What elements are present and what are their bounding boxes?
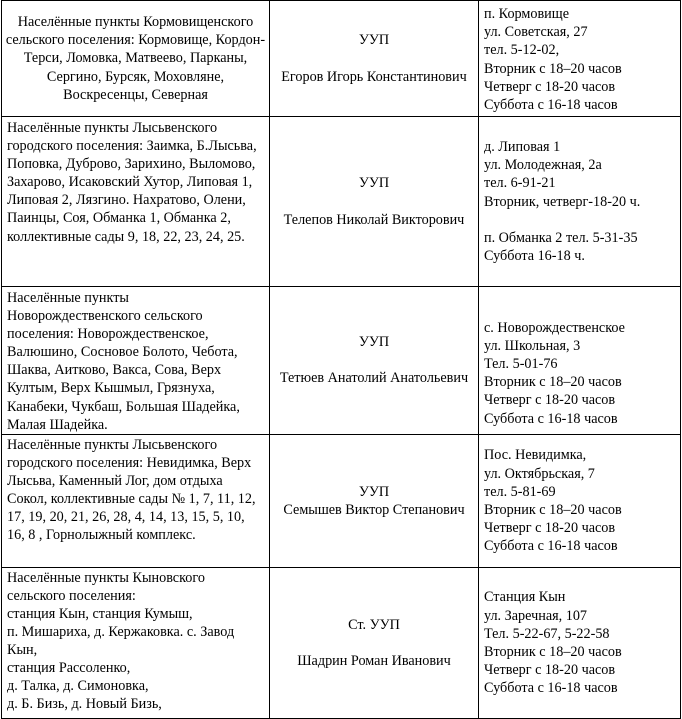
contact-line: тел. 6-91-21: [484, 175, 556, 192]
contact-line: Вторник с 18–20 часов: [484, 643, 622, 660]
contact-line: ул. Молодежная, 2а: [484, 157, 602, 174]
settlements-line: д. Талка, д. Симоновка,: [7, 678, 149, 695]
officers-table: [1, 0, 681, 719]
table-row: [2, 567, 681, 718]
officer-name: Шадрин Роман Иванович: [297, 652, 451, 669]
contact-line: Станция Кын: [484, 589, 566, 606]
contact-line: с. Новорождественское: [484, 320, 625, 337]
table-row: [2, 434, 681, 567]
officer-cell: [270, 434, 479, 567]
contact-line: п. Обманка 2 тел. 5-31-35: [484, 229, 638, 246]
contact-line: Суббота с 16-18 часов: [484, 410, 618, 427]
contact-cell: [479, 434, 681, 567]
contact-line: ул. Советская, 27: [484, 24, 588, 41]
contact-line: ул. Школьная, 3: [484, 338, 581, 355]
officer-role: УУП: [358, 32, 390, 49]
contact-line: Суббота с 16-18 часов: [484, 537, 618, 554]
officer-name: Семышев Виктор Степанович: [283, 501, 465, 518]
officer-name: Тетюев Анатолий Анатольевич: [279, 370, 469, 387]
table-row: [2, 1, 681, 117]
contact-line: Вторник с 18–20 часов: [484, 374, 622, 391]
contact-cell: [479, 567, 681, 718]
officer-cell: [270, 1, 479, 117]
contact-line: Четверг с 18-20 часов: [484, 78, 616, 95]
contact-line: Пос. Невидимка,: [484, 447, 587, 464]
table-row: [2, 117, 681, 287]
contact-line: ул. Октябрьская, 7: [484, 465, 595, 482]
officer-role: УУП: [358, 483, 390, 500]
contact-line: Тел. 5-22-67, 5-22-58: [484, 625, 610, 642]
officer-name: Егоров Игорь Константинович: [281, 68, 467, 85]
contact-line: Четверг с 18-20 часов: [484, 519, 616, 536]
officer-cell: [270, 287, 479, 435]
contact-line: Суббота с 16-18 часов: [484, 679, 618, 696]
contact-line: Вторник, четверг-18-20 ч.: [484, 193, 641, 210]
settlements-line: п. Мишариха, д. Кержаковка. с. Завод Кын,: [7, 624, 235, 659]
contact-spacer: [484, 211, 675, 229]
contact-cell: [479, 1, 681, 117]
contact-line: ул. Заречная, 107: [484, 607, 588, 624]
table-row: [2, 287, 681, 435]
settlements-line: станция Рассоленко,: [7, 660, 131, 677]
settlements-line: д. Б. Бизь, д. Новый Бизь,: [7, 696, 162, 713]
officer-role: УУП: [358, 175, 390, 192]
contact-line: Вторник с 18–20 часов: [484, 501, 622, 518]
contact-line: Суббота 16-18 ч.: [484, 247, 585, 264]
officer-name: Телепов Николай Викторович: [283, 211, 465, 228]
officer-cell: [270, 567, 479, 718]
contact-cell: [479, 287, 681, 435]
contact-line: д. Липовая 1: [484, 139, 561, 156]
contact-line: Суббота с 16-18 часов: [484, 96, 618, 113]
settlements-cell: Населённые пункты Кормовищенского сельского поселения: Кормовище, Кордон-Терси, Ломовка, Матвеево, Парканы, Сергино, Бурсяк, Моховляне, Воскресенцы, Северная: [2, 1, 270, 117]
contact-line: Вторник с 18–20 часов: [484, 60, 622, 77]
settlements-cell: Населённые пункты Лысьвенского городского поселения: Заимка, Б.Лысьва, Поповка, Дуброво, Зарихино, Выломово, Захарово, Исаковский Хутор, Липовая 1, Липовая 2, Лязгино. Нахратово, Олени, Паинцы, Соя, Обманка 1, Обманка 2, коллективные сады 9, 18, 22, 23, 24, 25.: [2, 117, 270, 287]
contact-line: тел. 5-12-02,: [484, 42, 560, 59]
contact-cell: [479, 117, 681, 287]
settlements-line: станция Кын, станция Кумыш,: [7, 605, 193, 622]
settlements-cell: [2, 567, 270, 718]
settlements-cell: Населённые пункты Лысьвенского городского поселения: Невидимка, Верх Лысьва, Каменный Лог, дом отдыха Сокол, коллективные сады № 1, 7, 11, 12, 17, 19, 20, 21, 26, 28, 4, 14, 13, 15, 5, 10, 16, 8 , Горнолыжный комплекс.: [2, 434, 270, 567]
settlements-line: Населённые пункты Кыновского сельского поселения:: [7, 569, 205, 604]
officer-role: УУП: [358, 334, 390, 351]
contact-line: тел. 5-81-69: [484, 483, 556, 500]
contact-line: Четверг с 18-20 часов: [484, 392, 616, 409]
contact-line: Тел. 5-01-76: [484, 356, 558, 373]
officer-role: Ст. УУП: [348, 616, 400, 633]
officer-cell: [270, 117, 479, 287]
settlements-cell: Населённые пункты Новорождественского сельского поселения: Новорождественское, Валюшино, Сосновое Болото, Чебота, Шаква, Аитково, Вакса, Сова, Верх Култым, Верх Кышмыл, Грязнуха, Канабеки, Чукбаш, Большая Шадейка, Малая Шадейка.: [2, 287, 270, 435]
contact-line: Четверг с 18-20 часов: [484, 661, 616, 678]
contact-line: п. Кормовище: [484, 6, 569, 23]
